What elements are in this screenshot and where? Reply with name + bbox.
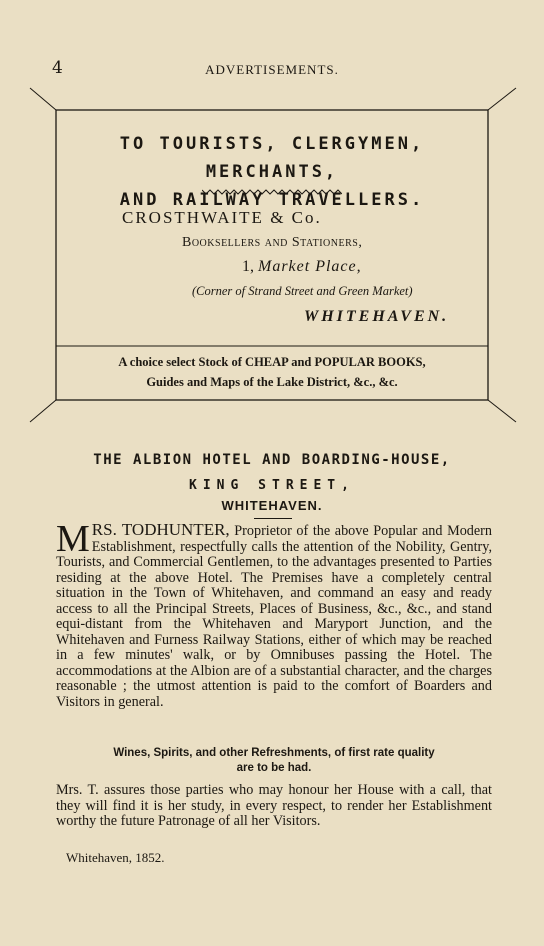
- stock-line-2: Guides and Maps of the Lake District, &c., &c.: [146, 375, 398, 389]
- firm-trade: Booksellers and Stationers,: [182, 235, 363, 250]
- headline-line-1: TO TOURISTS, CLERGYMEN, MERCHANTS,: [119, 134, 425, 182]
- stock-notice: [56, 352, 488, 392]
- address-street: Market Place,: [258, 258, 362, 275]
- wavy-ornament-icon: [202, 188, 342, 196]
- page-header: [0, 58, 544, 82]
- wines-notice: [56, 746, 492, 776]
- divider: [254, 518, 292, 519]
- hotel-street: KING STREET,: [189, 478, 355, 493]
- address-number: 1,: [242, 258, 254, 275]
- hotel-title: THE ALBION HOTEL AND BOARDING-HOUSE,: [93, 452, 451, 468]
- drop-cap: M: [56, 518, 90, 560]
- running-title: ADVERTISEMENTS.: [205, 62, 339, 77]
- paragraph-1: Proprietor of the above Popular and Modern Establishment, respectfully calls the attention of the Nobility, Gentry, Tourists, and Commercial Gentlemen, to the advantages presented to Parties residing at the above Hotel. The Premises have a completely central situation in the Town of Whitehaven, and command an easy and ready access to all the Principal Streets, Places of Business, &c., &c., and stand equi-distant from the Whitehaven and Maryport Junction, and the Whitehaven and Furness Railway Stations, either of which may be reached in a few minutes' walk, or by Omnibuses passing the Hotel. The accommodations at the Albion are of a substantial character, and the charges reasonable ; the utmost attention is paid to the comfort of Boarders and Visitors in general.: [56, 523, 492, 710]
- stock-line-1: A choice select Stock of CHEAP and POPULAR BOOKS,: [118, 355, 426, 369]
- hotel-town: WHITEHAVEN.: [221, 498, 323, 513]
- firm-address: [242, 258, 362, 276]
- firm-town: WHITEHAVEN.: [304, 308, 450, 325]
- page-number: 4: [52, 58, 63, 78]
- wines-line-2: are to be had.: [236, 762, 312, 774]
- wines-line-1: Wines, Spirits, and other Refreshments, of first rate quality: [113, 747, 435, 759]
- address-corner: (Corner of Strand Street and Green Market): [192, 284, 413, 298]
- hotel-description: [56, 518, 492, 710]
- advert-headline: [56, 130, 488, 214]
- headline-line-2: AND RAILWAY TRAVELLERS.: [119, 190, 425, 210]
- firm-name: CROSTHWAITE & Co.: [122, 208, 322, 227]
- crosthwaite-advert: [56, 110, 488, 400]
- lead-word: RS. TODHUNTER,: [91, 520, 230, 539]
- paragraph-2: Mrs. T. assures those parties who may honour her House with a call, that they will find it is her study, in every respect, to render her Establishment worthy the future Patronage of all her Visitors.: [56, 782, 492, 829]
- dateline: Whitehaven, 1852.: [66, 850, 165, 865]
